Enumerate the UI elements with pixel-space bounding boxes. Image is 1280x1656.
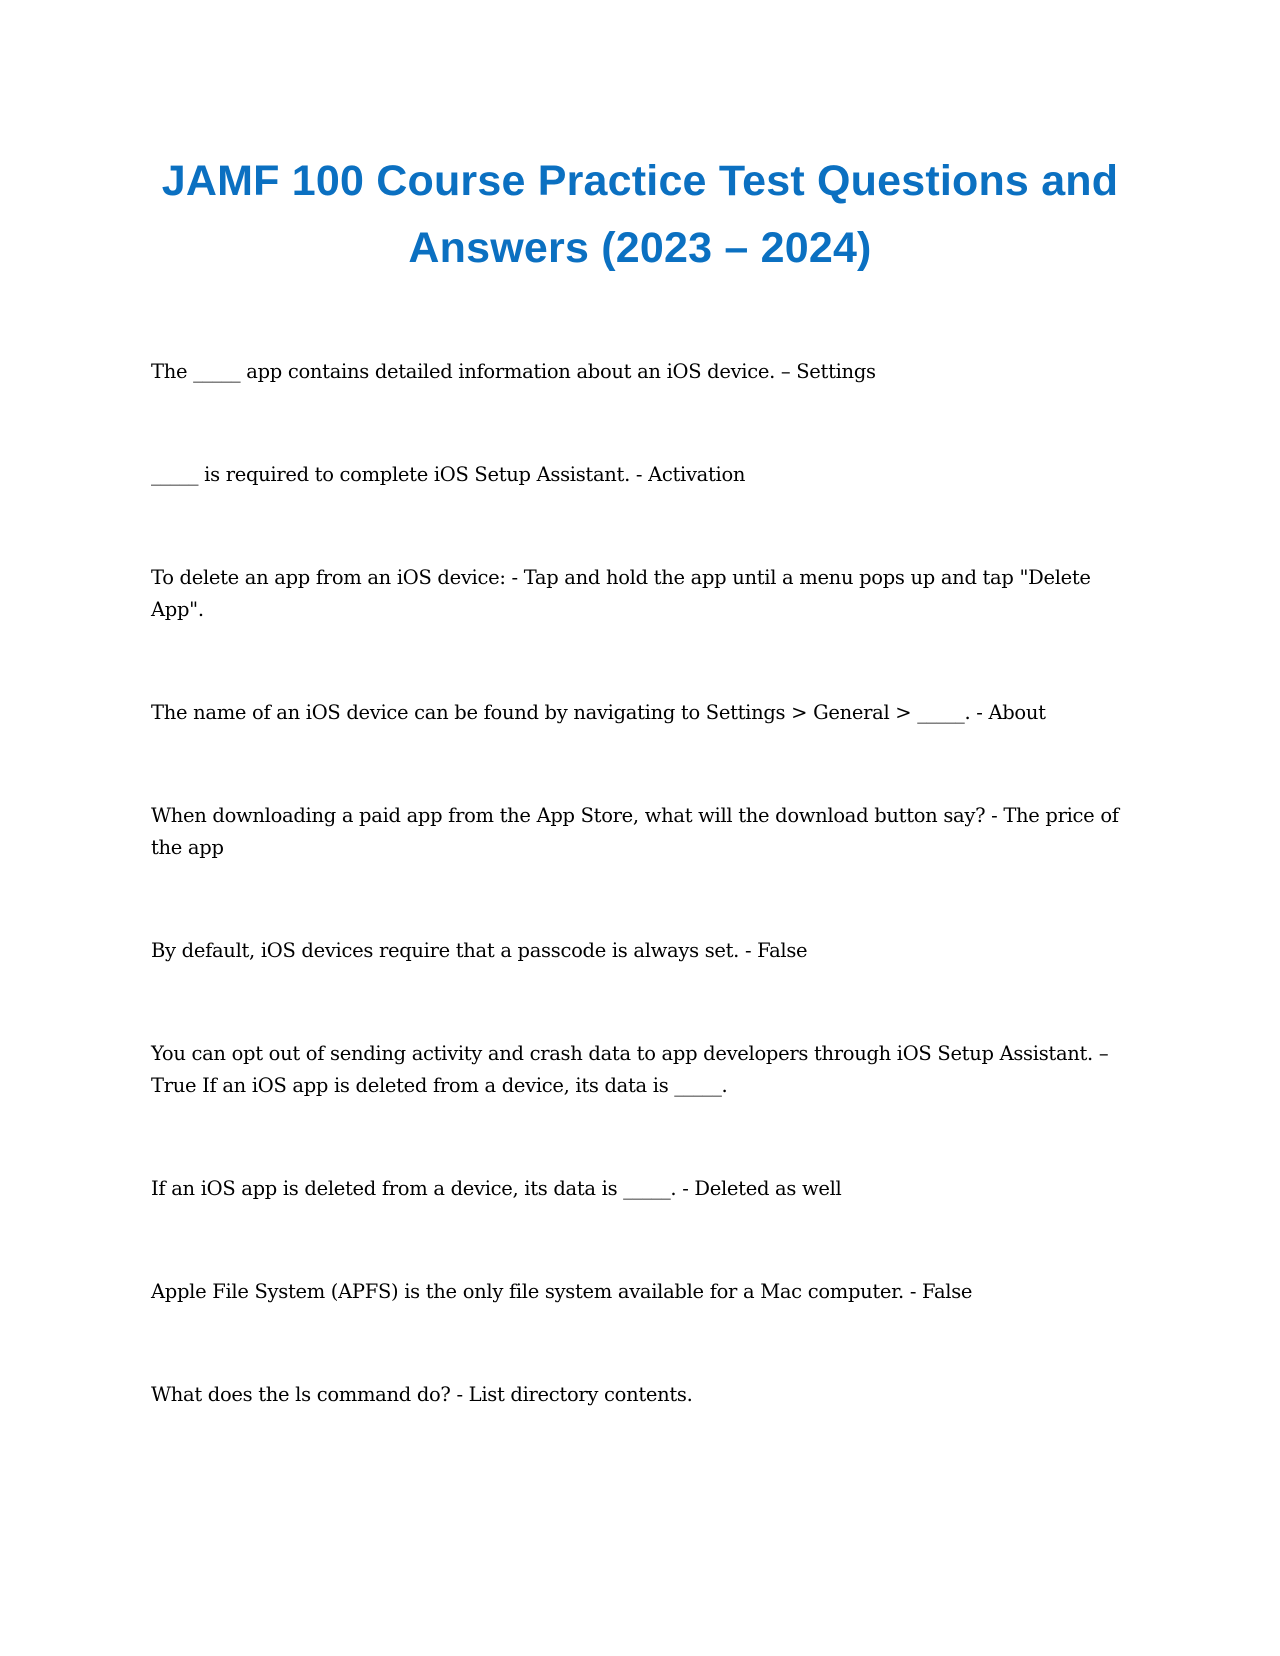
document-title: JAMF 100 Course Practice Test Questions and Answers (2023 – 2024) [161,157,1119,272]
qa-item: To delete an app from an iOS device: - Tap and hold the app until a menu pops up and tap "Delete App". [151,566,1091,621]
qa-item: What does the ls command do? - List directory contents. [151,1383,693,1406]
qa-item: When downloading a paid app from the App Store, what will the download button say? - The price of the app [151,804,1119,859]
qa-item: Apple File System (APFS) is the only file system available for a Mac computer. - False [151,1280,973,1303]
qa-item: By default, iOS devices require that a passcode is always set. - False [151,939,808,962]
qa-item: You can opt out of sending activity and crash data to app developers through iOS Setup Assistant. – True If an iOS app is deleted from a device, its data is _____. [151,1042,1109,1097]
qa-item: The name of an iOS device can be found by navigating to Settings > General > _____. - About [151,701,1046,724]
qa-item: The _____ app contains detailed information about an iOS device. – Settings [151,360,876,383]
qa-item: If an iOS app is deleted from a device, its data is _____. - Deleted as well [151,1177,842,1200]
qa-item: _____ is required to complete iOS Setup Assistant. - Activation [151,463,746,486]
